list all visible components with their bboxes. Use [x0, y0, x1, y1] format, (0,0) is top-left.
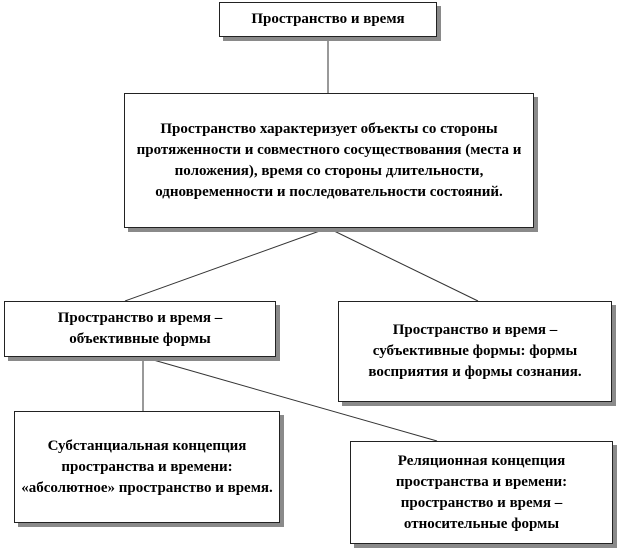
- substantial-concept-label: Субстанциальная концепция пространства и времени: «абсолютное» пространство и время.: [21, 437, 273, 496]
- root-node: [219, 2, 437, 37]
- definition-node-label: Пространство характеризует объекты со стороны протяженности и совместного сосуществования (места и положения), время со стороны длительности, одновременности и последовательности состояний.: [136, 120, 522, 200]
- connector-definition-to-objective: [125, 228, 328, 301]
- subjective-forms-label: Пространство и время – субъективные формы: формы восприятия и формы сознания.: [368, 322, 582, 380]
- definition-node: [124, 93, 534, 228]
- subjective-forms-node: [338, 301, 612, 402]
- relational-concept-node: [350, 441, 613, 544]
- relational-concept-label: Реляционная концепция пространства и времени: пространство и время – относительные формы: [395, 452, 568, 532]
- root-node-label: Пространство и время: [251, 11, 405, 27]
- connector-definition-to-subjective: [328, 228, 478, 301]
- objective-forms-label: Пространство и время – объективные формы: [57, 310, 223, 347]
- objective-forms-node: [4, 301, 276, 357]
- substantial-concept-node: [14, 411, 280, 523]
